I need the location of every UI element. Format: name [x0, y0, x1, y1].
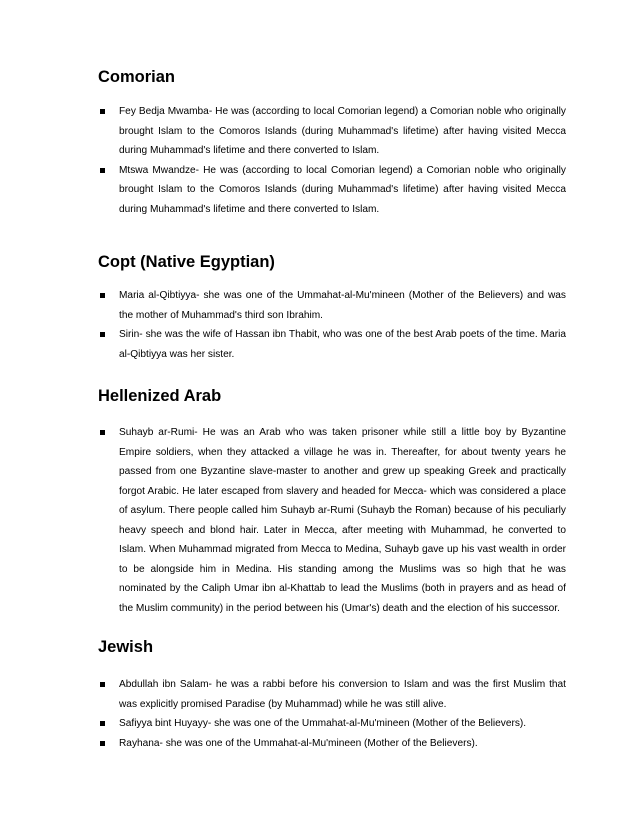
list-item-text: Maria al-Qibtiyya- she was one of the Ummahat-al-Mu'mineen (Mother of the Believers) and was the mother of Muhammad's third son Ibrahim.: [119, 290, 566, 321]
list-item-text: Rayhana- she was one of the Ummahat-al-Mu'mineen (Mother of the Believers).: [119, 737, 478, 749]
section-heading: Jewish: [98, 638, 154, 656]
section-comorian: [98, 64, 566, 219]
bullet-list: [98, 675, 566, 753]
bullet-list: [98, 423, 566, 618]
list-item: [98, 734, 566, 754]
list-item-text: Abdullah ibn Salam- he was a rabbi before his conversion to Islam and was the first Muslim that was explicitly promised Paradise (by Muhammad) while he was still alive.: [119, 679, 566, 710]
list-item: [98, 161, 566, 220]
bullet-list: [98, 286, 566, 364]
square-bullet-icon: [100, 332, 105, 337]
square-bullet-icon: [100, 109, 105, 114]
list-item-text: Mtswa Mwandze- He was (according to local Comorian legend) a Comorian noble who originally brought Islam to the Comoros Islands (during Muhammad's lifetime) after having visited Mecca during Muhammad's lifetime and there converted to Islam.: [119, 164, 566, 215]
section-copt: [98, 249, 566, 364]
square-bullet-icon: [100, 168, 105, 173]
list-item: [98, 675, 566, 714]
section-heading: Hellenized Arab: [98, 387, 222, 405]
section-heading: Copt (Native Egyptian): [98, 253, 275, 271]
section-jewish: [98, 634, 566, 753]
list-item-text: Fey Bedja Mwamba- He was (according to local Comorian legend) a Comorian noble who originally brought Islam to the Comoros Islands (during Muhammad's lifetime) after having visited Mecca during Muhammad's lifetime and there converted to Islam.: [119, 106, 566, 156]
square-bullet-icon: [100, 682, 105, 687]
list-item: [98, 286, 566, 325]
list-item-text: Safiyya bint Huyayy- she was one of the Ummahat-al-Mu'mineen (Mother of the Believers).: [119, 718, 527, 729]
list-item: [98, 714, 566, 734]
list-item-text: Suhayb ar-Rumi- He was an Arab who was taken prisoner while still a little boy by Byzantine Empire soldiers, when they attacked a village he was in. Thereafter, for about twenty years he passed from one Byzantine slave-master to another and grew up speaking Greek and practically forgot Arabic. He later escaped from slavery and headed for Mecca- which was considered a place of asylum. There people called him Suhayb ar-Rumi (Suhayb the Roman) because of his peculiarly heavy speech and blond hair. Later in Mecca, after meeting with Muhammad, he converted to Islam. When Muhammad migrated from Mecca to Medina, Suhayb gave up his vast wealth in order to be alongside him in Medina. His standing among the Muslims was so high that he was nominated by the Caliph Umar ibn al-Khattab to lead the Muslims (both in prayers and as head of the Muslim community) in the period between his (Umar's) death and the election of his successor.: [119, 427, 566, 614]
list-item: [98, 325, 566, 364]
square-bullet-icon: [100, 293, 105, 298]
list-item-text: Sirin- she was the wife of Hassan ibn Thabit, who was one of the best Arab poets of the time. Maria al-Qibtiyya was her sister.: [119, 329, 566, 360]
bullet-list: [98, 102, 566, 219]
square-bullet-icon: [100, 430, 105, 435]
section-hellenized-arab: [98, 383, 566, 618]
list-item: [98, 423, 566, 618]
square-bullet-icon: [100, 721, 105, 726]
square-bullet-icon: [100, 741, 105, 746]
section-heading: Comorian: [98, 68, 176, 86]
list-item: [98, 102, 566, 161]
